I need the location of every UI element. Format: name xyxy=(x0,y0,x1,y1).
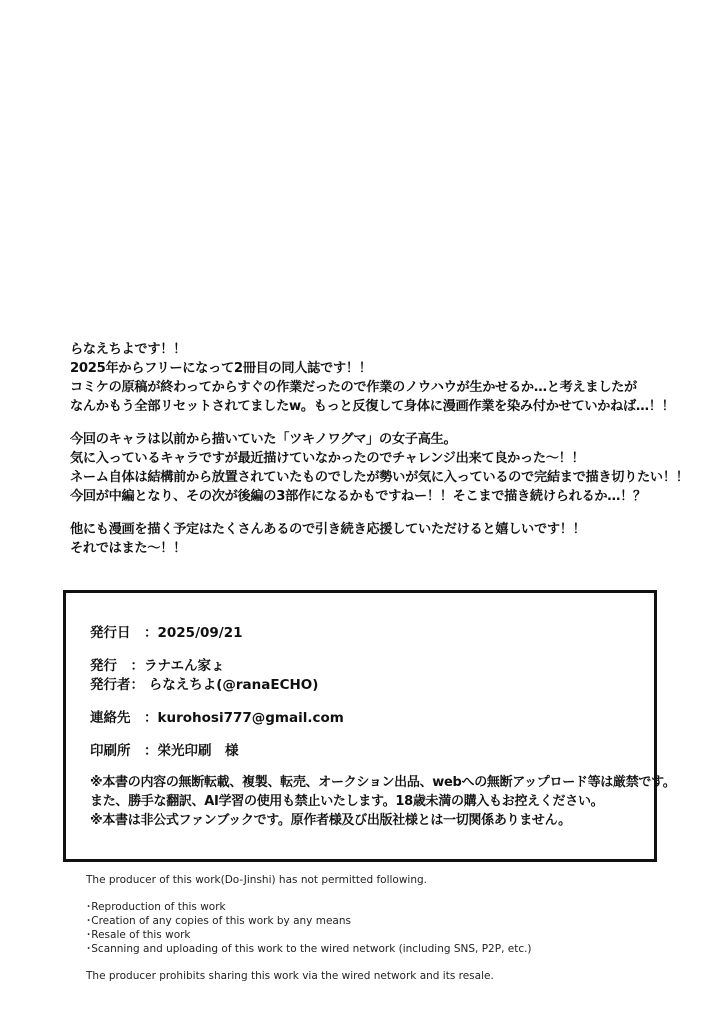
english-notice xyxy=(86,873,532,983)
english-outro: The producer prohibits sharing this work via the wired network and its resale. xyxy=(86,970,494,982)
afterword-line: らなえちよです！！ xyxy=(70,342,186,357)
afterword-line: 他にも漫画を描く予定はたくさんあるので引き続き応援していただけると嬉しいです！！ xyxy=(70,522,586,537)
afterword-line: 今回のキャラは以前から描いていた「ツキノワグマ」の女子高生。 xyxy=(70,432,457,447)
english-item: ･Creation of any copies of this work by any means xyxy=(86,915,351,927)
issue-date: 発行日 ：2025/09/21 xyxy=(90,625,243,641)
english-item: ･Reproduction of this work xyxy=(86,901,226,913)
afterword-line: コミケの原稿が終わってからすぐの作業だったので作業のノウハウが生かせるか…と考えましたが xyxy=(70,380,637,395)
author: 発行者： らなえちよ(@ranaECHO) xyxy=(90,677,319,693)
colophon-box xyxy=(63,590,676,862)
printer: 印刷所 ：栄光印刷 様 xyxy=(90,743,239,759)
afterword-line: 気に入っているキャラですが最近描けていなかったのでチャレンジ出来て良かった～！！ xyxy=(70,451,585,466)
afterword-line: それではまた～！！ xyxy=(70,541,186,556)
afterword-line: なんかもう全部リセットされてましたw。もっと反復して身体に漫画作業を染み付かせていかねば…！！ xyxy=(70,399,675,414)
afterword-line: ネーム自体は結構前から放置されていたものでしたが勢いが気に入っているので完結まで描き切りたい！！ xyxy=(70,470,689,485)
english-item: ･Resale of this work xyxy=(86,929,191,941)
english-intro: The producer of this work(Do-Jinshi) has not permitted following. xyxy=(86,874,428,886)
notice-line: ※本書は非公式ファンブックです。原作者様及び出版社様とは一切関係ありません。 xyxy=(90,813,571,828)
english-item: ･Scanning and uploading of this work to the wired network (including SNS, P2P, etc.) xyxy=(86,943,532,955)
afterword-line: 今回が中編となり、その次が後編の3部作になるかもですねー！！そこまで描き続けられるか…！？ xyxy=(70,489,646,504)
notice-line: ※本書の内容の無断転載、複製、転売、オークション出品、webへの無断アップロード等は厳禁です。 xyxy=(90,775,676,790)
copyright-notice xyxy=(90,773,675,830)
publisher: 発行 ：ラナエん家ょ xyxy=(90,658,225,674)
afterword-line: 2025年からフリーになって2冊目の同人誌です！！ xyxy=(70,361,372,376)
afterword xyxy=(70,340,689,558)
contact: 連絡先 ：kurohosi777@gmail.com xyxy=(90,710,344,726)
notice-line: また、勝手な翻訳、AI学習の使用も禁止いたします。18歳未満の購入もお控えください。 xyxy=(90,794,604,809)
